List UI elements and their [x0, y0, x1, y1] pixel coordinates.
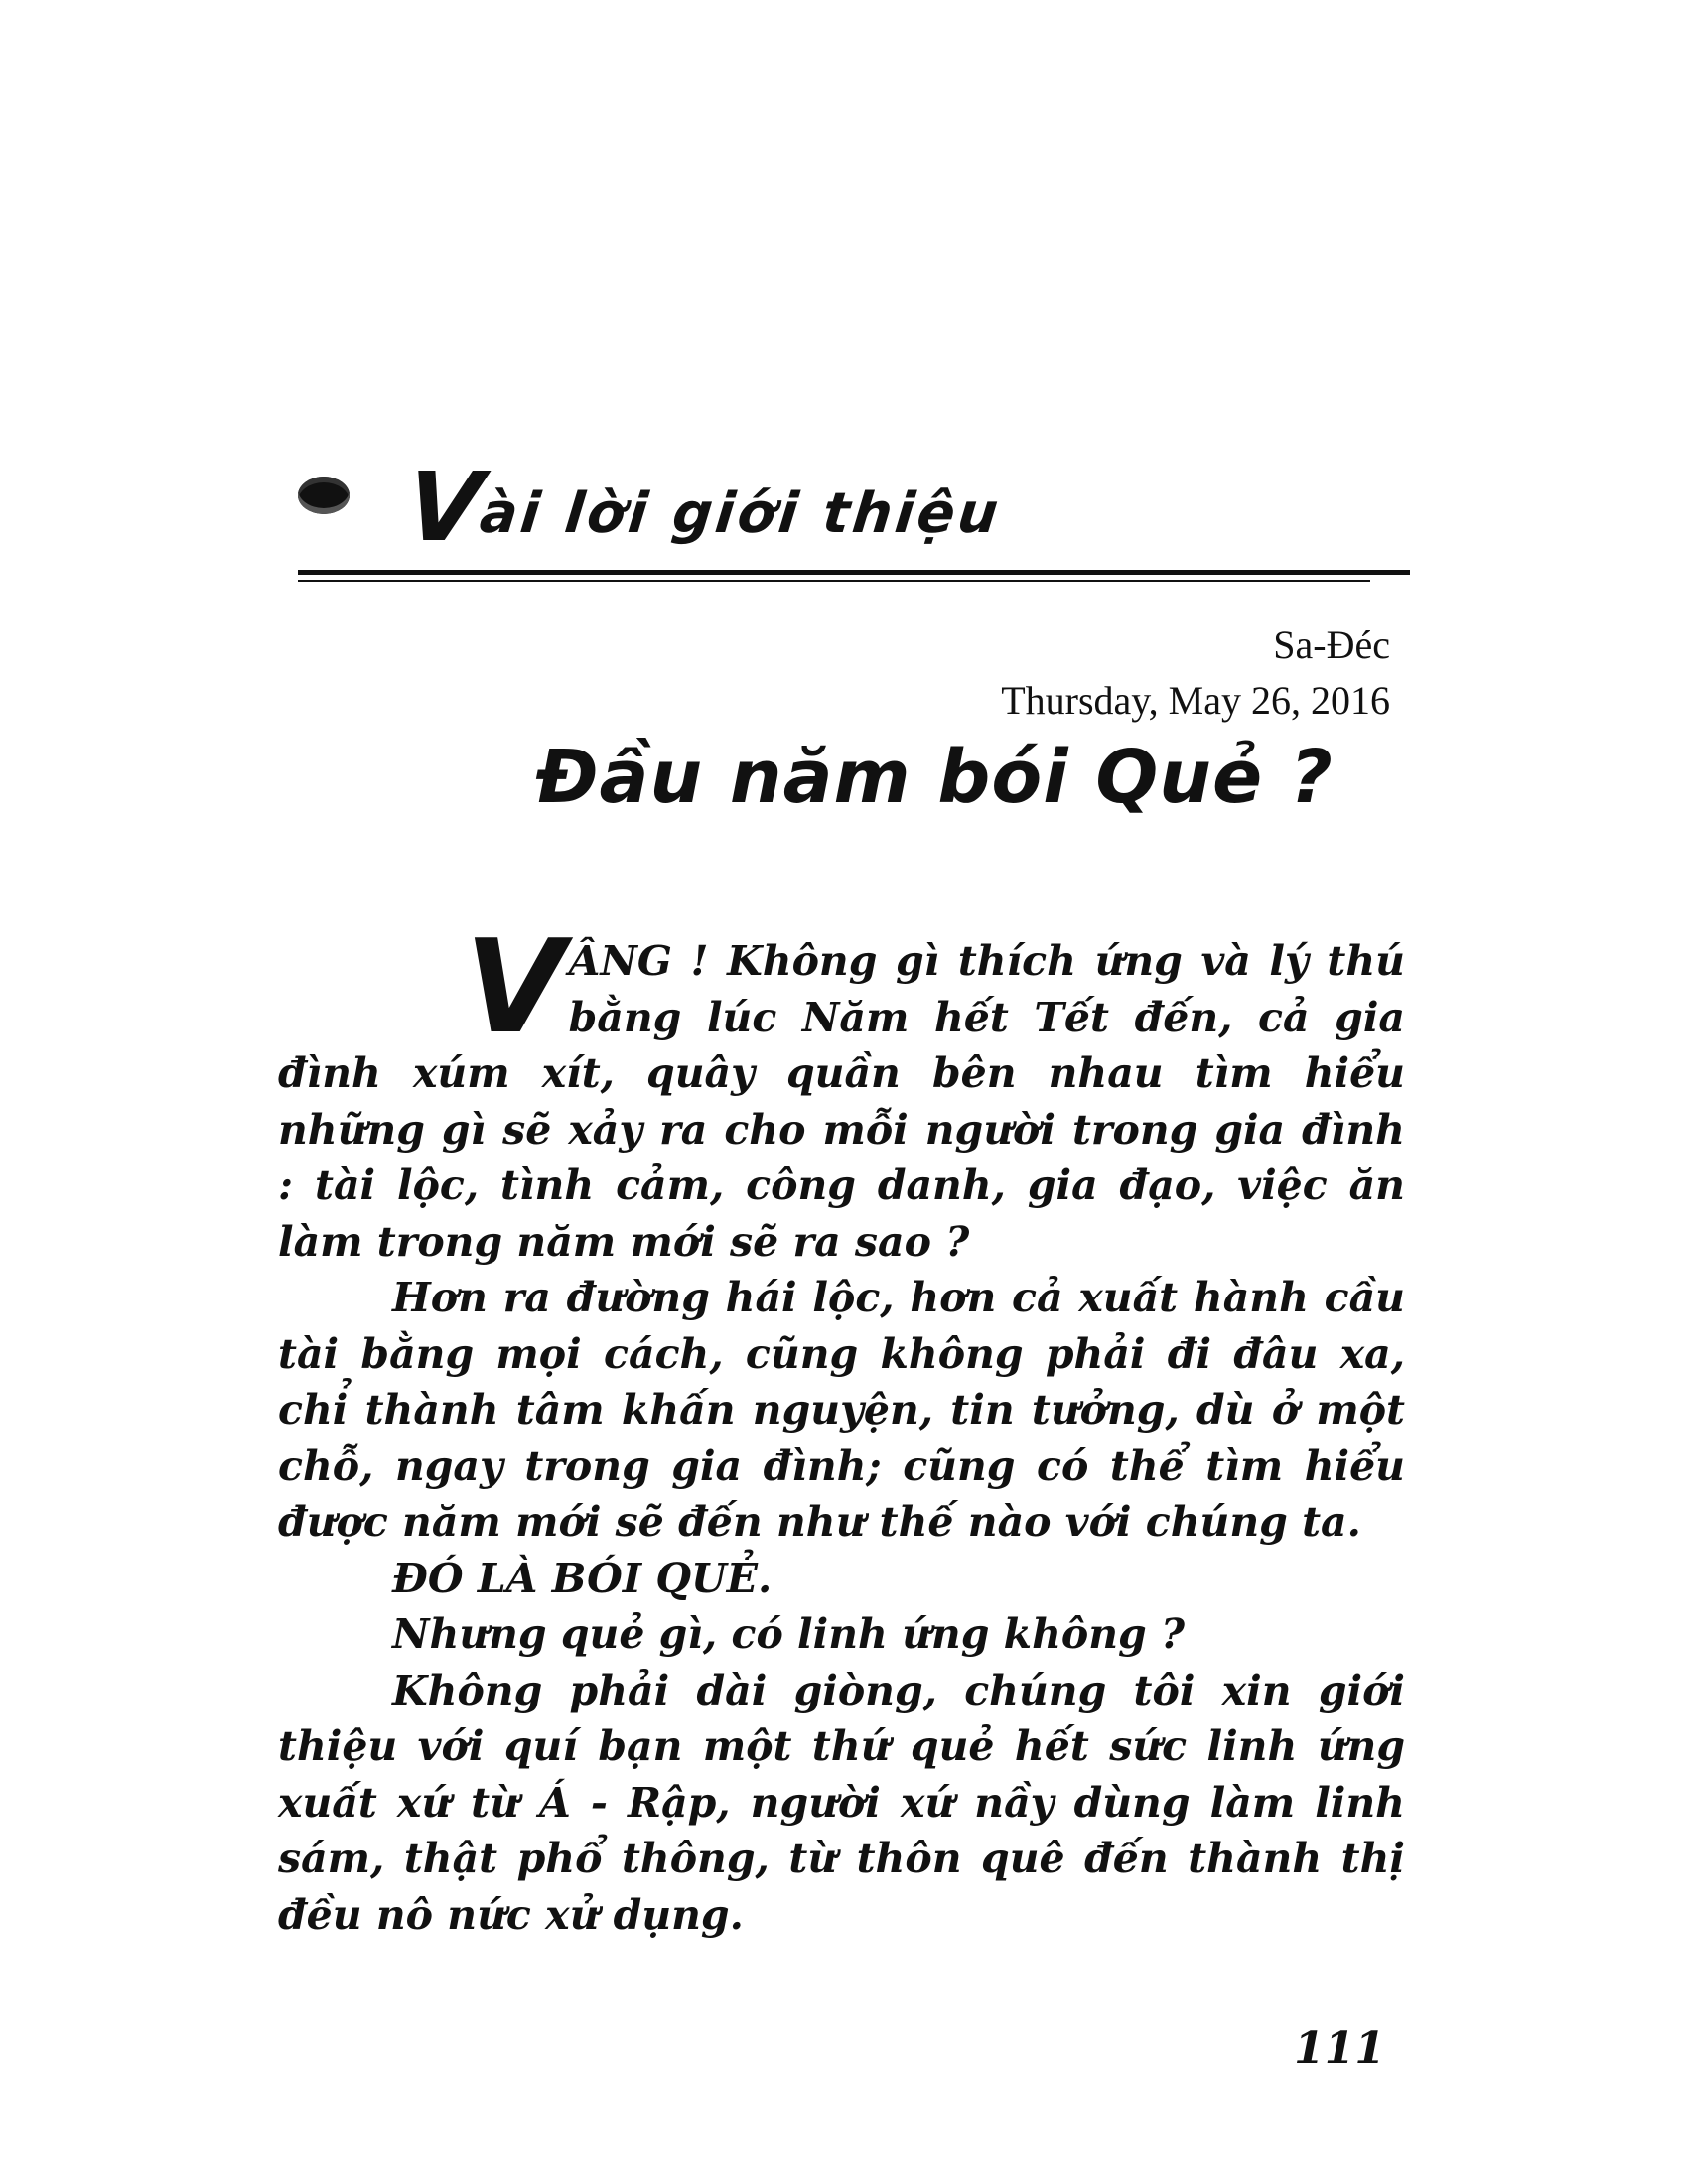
paragraph: Hơn ra đường hái lộc, hơn cả xuất hành cầu tài bằng mọi cách, cũng không phải đi đâu xa, chỉ thành tâm khấn nguyện, tin tưởng, dù ở một chỗ, ngay trong gia đình; cũng có thể tìm hiểu được năm mới sẽ đến như thế nào với chúng ta.	[278, 1274, 1405, 1546]
header-rule-thin	[298, 580, 1370, 582]
drop-cap: V	[465, 911, 565, 1062]
header-rule-thick	[298, 570, 1410, 575]
first-paragraph	[278, 911, 1405, 1270]
section-title-text: ài lời giới thiệu	[477, 481, 1005, 546]
paragraph: Nhưng quẻ gì, có linh ứng không ?	[392, 1610, 1185, 1658]
section-title	[401, 451, 1007, 565]
article-title: Đầu năm bói Quẻ ?	[536, 735, 1334, 820]
bullet-icon	[298, 477, 350, 514]
first-paragraph-text: ÂNG ! Không gì thích ứng và lý thú bằng lúc Năm hết Tết đến, cả gia đình xúm xít, quây quần bên nhau tìm hiểu những gì sẽ xảy ra cho mỗi người trong gia đình : tài lộc, tình cảm, công danh, gia đạo, việc ăn làm trong năm mới sẽ ra sao ?	[278, 937, 1405, 1266]
dateline	[1001, 617, 1390, 729]
paragraph-emphasis: ĐÓ LÀ BÓI QUẺ.	[392, 1554, 773, 1602]
paragraph: Không phải dài giòng, chúng tôi xin giới thiệu với quí bạn một thứ quẻ hết sức linh ứng xuất xứ từ Á - Rập, người xứ nầy dùng làm linh sám, thật phổ thông, từ thôn quê đến thành thị đều nô nức xử dụng.	[278, 1666, 1405, 1939]
header-rule	[298, 570, 1410, 582]
dateline-date: Thursday, May 26, 2016	[1001, 678, 1390, 723]
page-number: 111	[1294, 2023, 1385, 2074]
dateline-place: Sa-Đéc	[1273, 622, 1390, 667]
section-header	[298, 445, 1410, 564]
section-title-initial: V	[401, 452, 488, 563]
article-body	[278, 911, 1405, 1943]
